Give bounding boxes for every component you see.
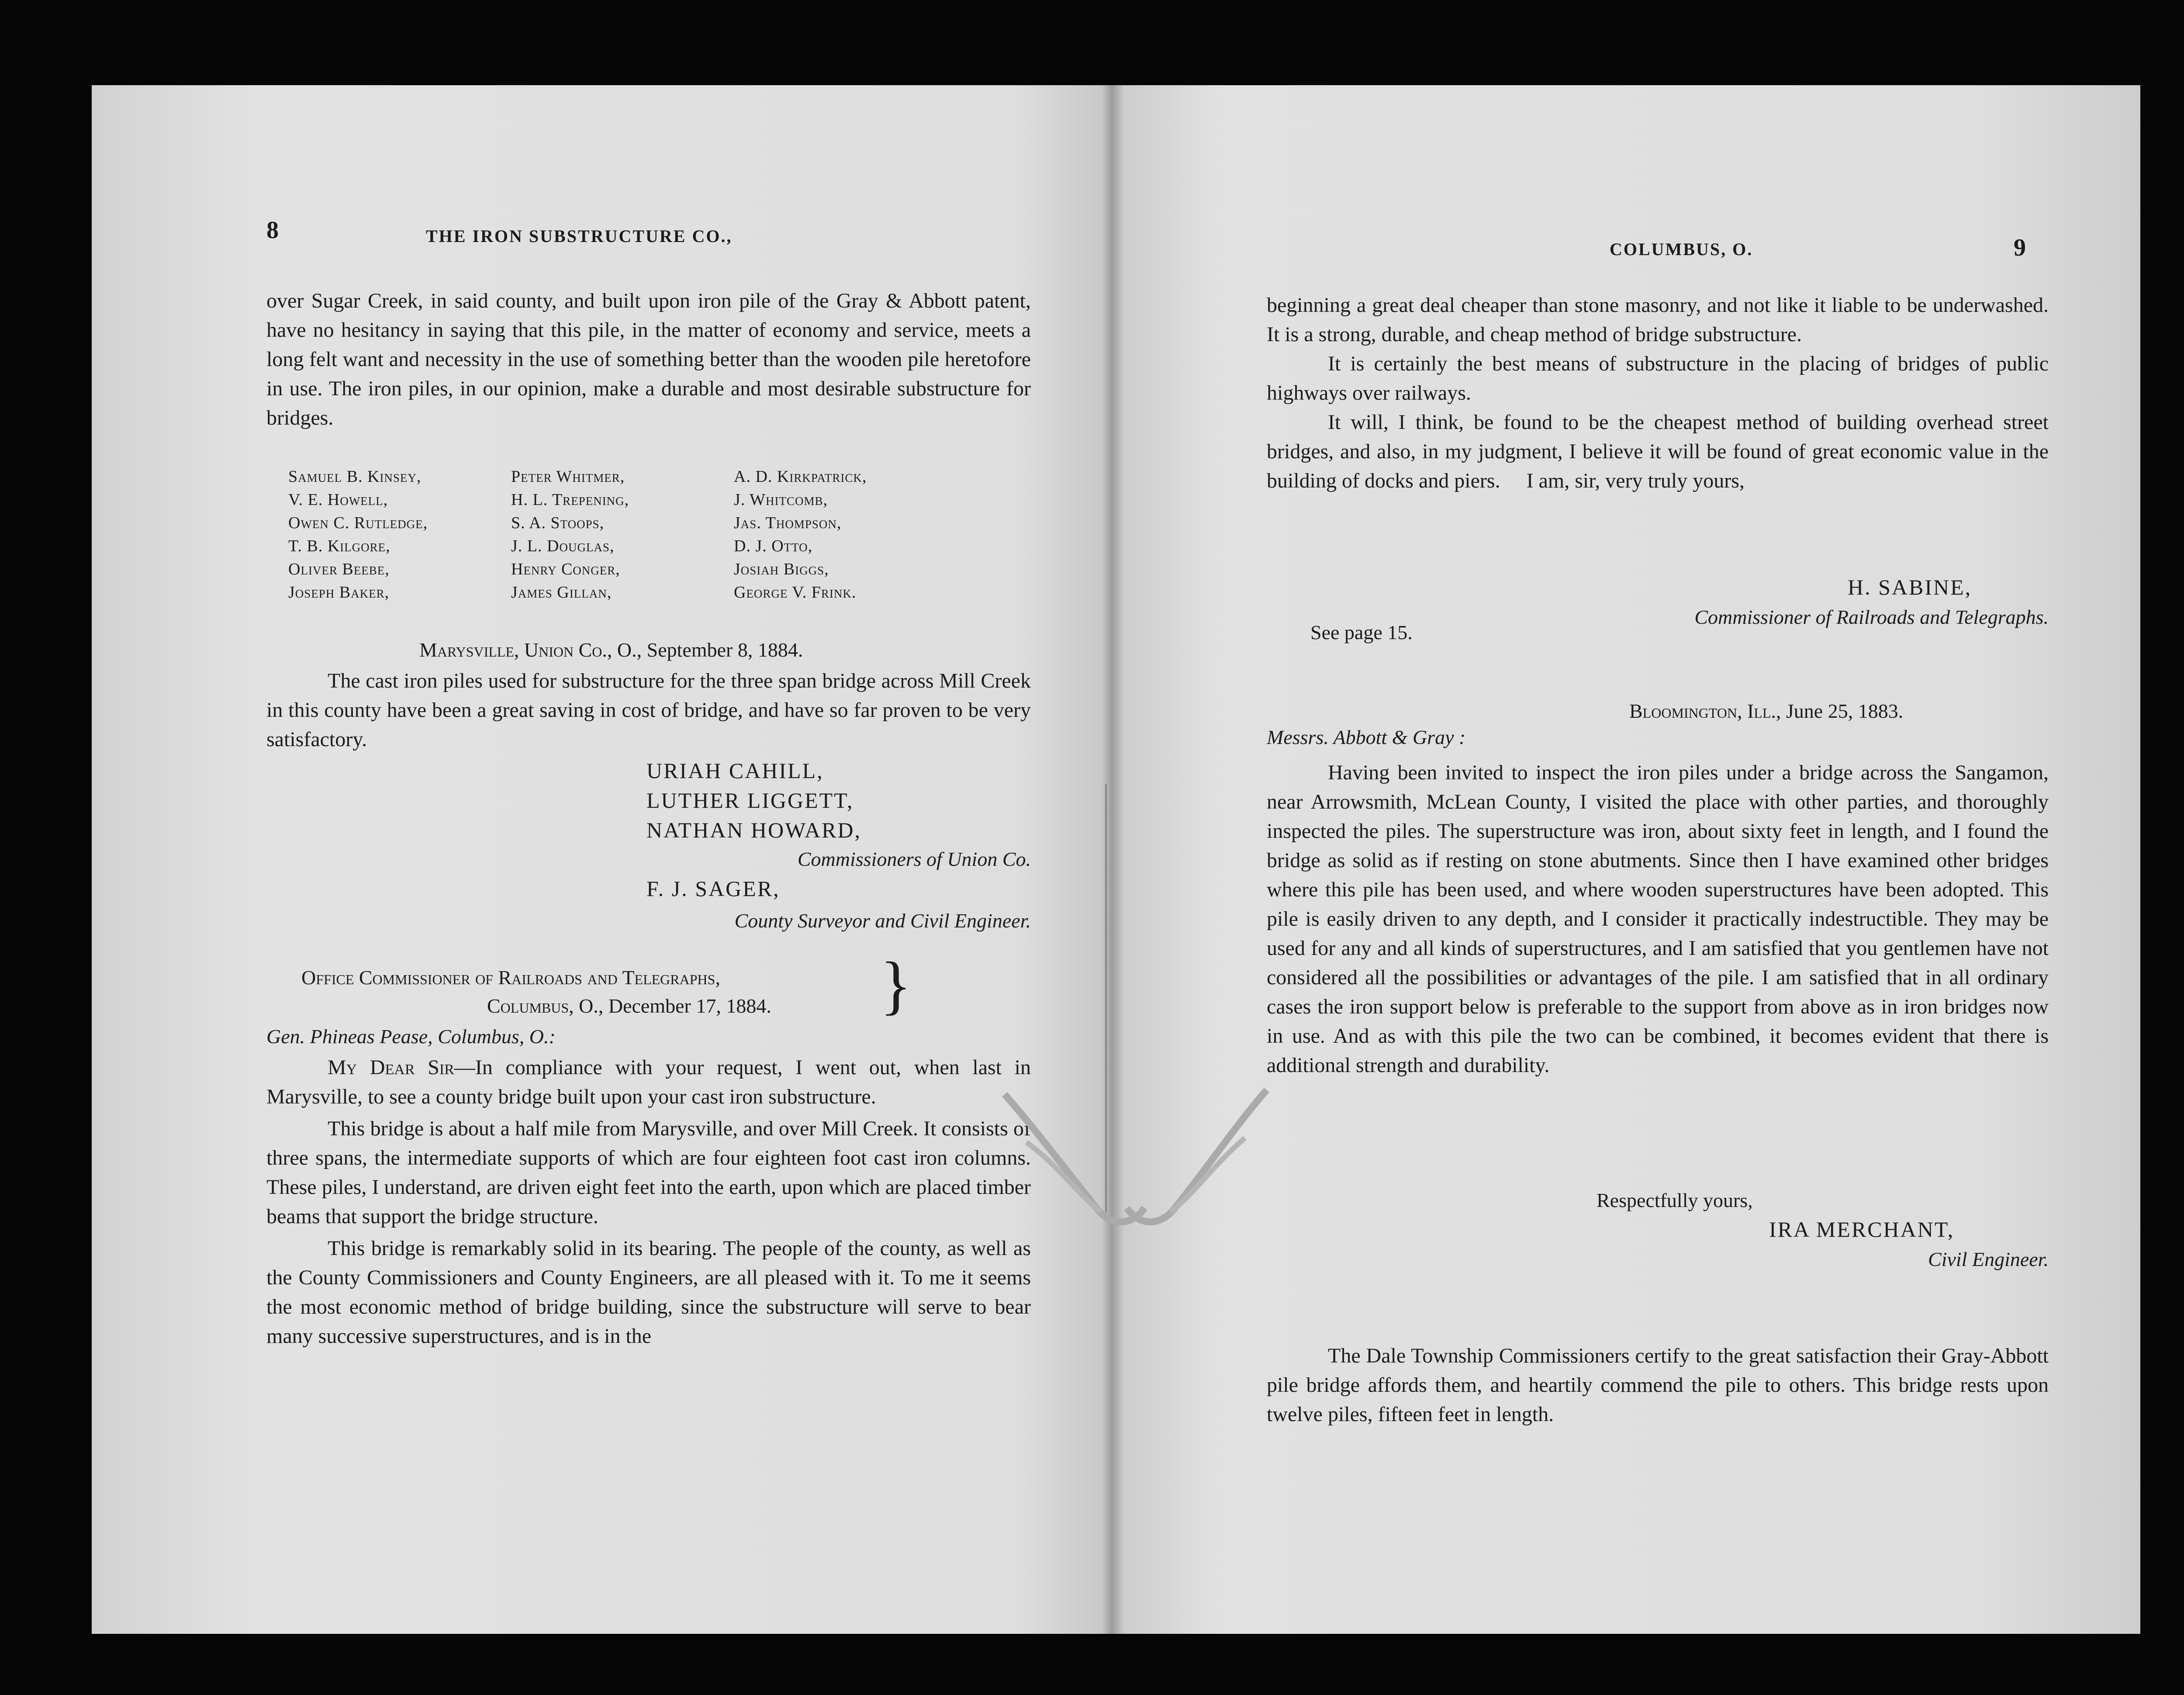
addressee: Messrs. Abbott & Gray : xyxy=(1267,726,1466,748)
letter-body-merchant xyxy=(1267,758,2049,1080)
signer-name: J. L. Douglas, xyxy=(511,537,615,555)
paragraph-text: The cast iron piles used for substructure for the three span bridge across Mill Creek in this county have been a great saving in cost of bridge, and have so far proven to be very satisfactory. xyxy=(266,669,1031,751)
paragraph-sugar-creek xyxy=(266,286,1031,432)
running-head: THE IRON SUBSTRUCTURE CO., xyxy=(426,226,733,246)
paragraph-text: over Sugar Creek, in said county, and built upon iron pile of the Gray & Abbott patent, have no hesitancy in saying that this pile, in the matter of economy and service, meets a long felt want and necessity in the use of something better than the wooden pile heretofore in use. The iron piles, in our opinion, make a durable and most desirable substructure for bridges. xyxy=(266,289,1031,429)
page-number: 8 xyxy=(266,217,279,244)
addressee: Gen. Phineas Pease, Columbus, O.: xyxy=(266,1025,556,1048)
signature-name: NATHAN HOWARD, xyxy=(646,818,861,842)
signer-name: S. A. Stoops, xyxy=(511,514,605,532)
right-page xyxy=(1127,85,2140,1634)
letter-body-pease xyxy=(266,1053,1031,1351)
paragraph-text: Having been invited to inspect the iron piles under a bridge across the Sangamon, near Arrowsmith, McLean County, I visited the place with other parties, and thoroughly inspected the piles. The superstructure was iron, about sixty feet in length, and I found the bridge as solid as if resting on stone abutments. Since then I have examined other bridges where this pile has been used, and where wooden superstructures have been adopted. This pile is easily driven to any depth, and I consider it practically indestructible. They may be used for any and all kinds of superstructures, and I am satisfied that you gentlemen have not considered all the possibilities or advantages of the pile. I am satisfied that in all ordinary cases the iron support below is preferable to the support from above as in iron bridges now in use. And as with this pile the two can be combined, it becomes evident that there is additional strength and durability. xyxy=(1267,761,2049,1077)
brace-mark: } xyxy=(880,949,912,1021)
paragraph-dale-township xyxy=(1267,1341,2049,1429)
signer-name: Owen C. Rutledge, xyxy=(288,514,428,532)
closing: I am, sir, very truly yours, xyxy=(1526,469,1745,492)
signer-name: A. D. Kirkpatrick, xyxy=(734,467,867,486)
closing: Respectfully yours, xyxy=(1597,1189,1753,1211)
signer-name: Joseph Baker, xyxy=(288,583,390,602)
page-number: 9 xyxy=(2014,234,2026,261)
paragraph-text: The Dale Township Commissioners certify to the great satisfaction their Gray-Abbott pile bridge affords them, and heartily commend the pile to others. This bridge rests upon twelve piles, fifteen feet in length. xyxy=(1267,1344,2049,1426)
paragraph-text xyxy=(266,1053,1031,1111)
signer-name: George V. Frink. xyxy=(734,583,857,602)
office-place: Columbus, O., xyxy=(487,995,604,1017)
signer-name: T. B. Kilgore, xyxy=(288,537,390,555)
signature-name: F. J. SAGER, xyxy=(646,876,780,901)
running-head: COLUMBUS, O. xyxy=(1610,239,1753,259)
signer-name: D. J. Otto, xyxy=(734,537,813,555)
paragraph-marysville xyxy=(266,666,1031,754)
signer-name: Oliver Beebe, xyxy=(288,560,390,578)
signature-title: County Surveyor and Civil Engineer. xyxy=(734,910,1031,932)
signer-name: James Gillan, xyxy=(511,583,612,602)
dateline-place: Marysville, Union Co., O., xyxy=(419,639,642,661)
signer-name: H. L. Trepening, xyxy=(511,491,629,509)
signer-name: J. Whitcomb, xyxy=(734,491,828,509)
signature-block-union xyxy=(646,756,1031,903)
dateline-place: Bloomington, Ill., xyxy=(1629,700,1781,722)
left-page xyxy=(92,85,1096,1634)
paragraph-text: It will, I think, be found to be the cheapest method of building overhead street bridges, and also, in my judgment, I believe it will be found of great economic value in the building of docks and piers. xyxy=(1267,411,2049,492)
signature-name: URIAH CAHILL, xyxy=(646,758,824,783)
paragraph-text xyxy=(1267,408,2049,495)
see-page-note: See page 15. xyxy=(1310,621,1413,643)
signature-title: Civil Engineer. xyxy=(1928,1248,2049,1270)
paragraph-text: beginning a great deal cheaper than stone masonry, and not like it liable to be underwashed. It is a strong, durable, and cheap method of bridge substructure. xyxy=(1267,294,2049,346)
signer-name: Josiah Biggs, xyxy=(734,560,829,578)
salutation: My Dear Sir xyxy=(328,1056,454,1079)
signature-title: Commissioner of Railroads and Telegraphs. xyxy=(1694,606,2049,628)
signature-name: LUTHER LIGGETT, xyxy=(646,788,854,813)
signature-title: Commissioners of Union Co. xyxy=(797,848,1031,870)
signer-name: Peter Whitmer, xyxy=(511,467,625,486)
signer-name: Henry Conger, xyxy=(511,560,620,578)
signer-name: Jas. Thompson, xyxy=(734,514,842,532)
paragraph-text: —In compliance with your request, I went out, when last in Marysville, to see a county bridge built upon your cast iron substructure. xyxy=(266,1056,1031,1108)
paragraph-text: It is certainly the best means of substructure in the placing of bridges of public highways over railways. xyxy=(1267,352,2049,405)
office-date: December 17, 1884. xyxy=(608,995,771,1017)
signature-name: H. SABINE, xyxy=(1848,575,1972,599)
paragraph-text: This bridge is about a half mile from Marysville, and over Mill Creek. It consists of three spans, the intermediate supports of which are four eighteen foot cast iron columns. These piles, I understand, are driven eight feet into the earth, upon which are placed timber beams that support the bridge structure. xyxy=(266,1117,1031,1228)
office-heading-line2 xyxy=(487,992,771,1020)
paragraph-text: This bridge is remarkably solid in its bearing. The people of the county, as well as the County Commissioners and County Engineers, are all pleased with it. To me it seems the most economic method of bridge building, since the substructure will serve to bear many successive superstructures, and is in the xyxy=(266,1237,1031,1348)
dateline-date: June 25, 1883. xyxy=(1786,700,1904,722)
signer-name: Samuel B. Kinsey, xyxy=(288,467,422,486)
signers-list xyxy=(288,465,935,604)
bloomington-dateline xyxy=(1629,697,1903,726)
dateline-date: September 8, 1884. xyxy=(646,639,803,661)
letter-body-sabine xyxy=(1267,291,2049,495)
office-heading-line1: Office Commissioner of Railroads and Telegraphs, xyxy=(301,966,720,989)
book-spread xyxy=(92,85,2140,1634)
signature-name: IRA MERCHANT, xyxy=(1769,1217,1955,1242)
marysville-dateline xyxy=(419,636,803,664)
signer-name: V. E. Howell, xyxy=(288,491,388,509)
